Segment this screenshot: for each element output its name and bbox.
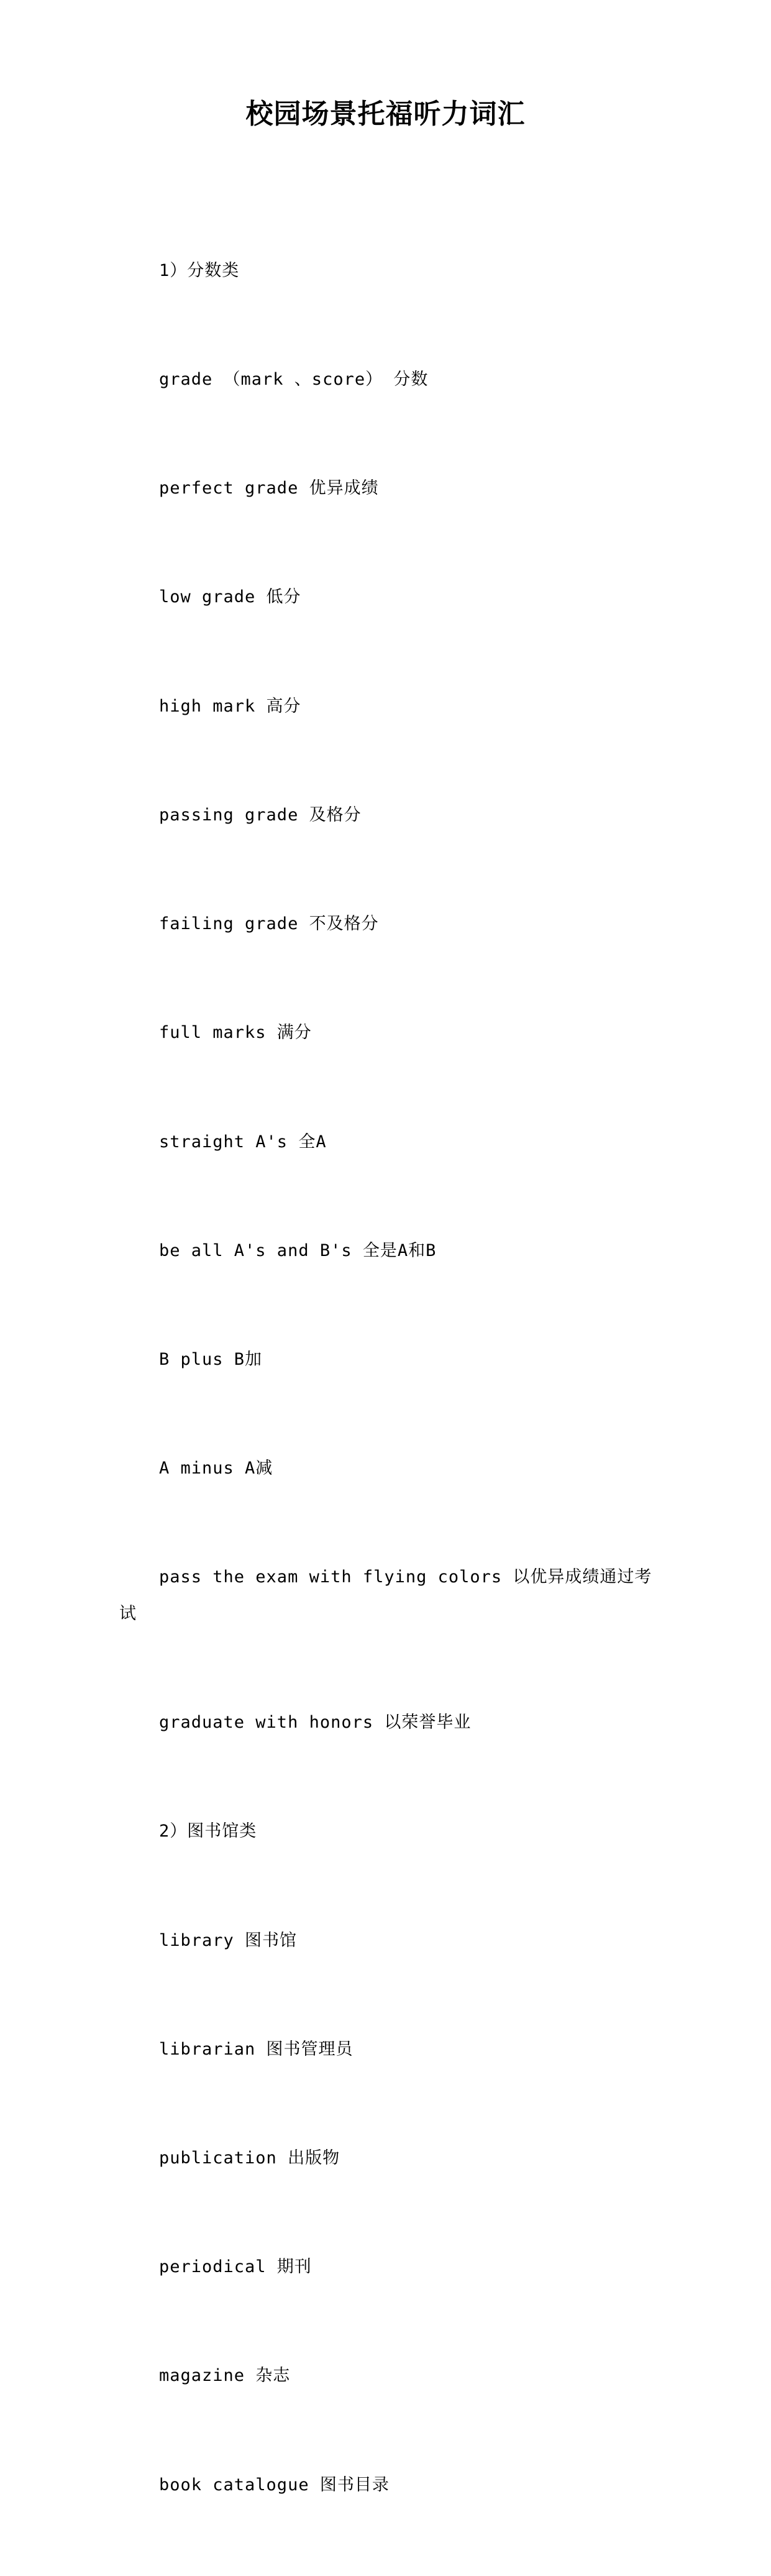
vocab-line: be all A's and B's 全是A和B	[159, 1240, 437, 1260]
vocab-line: failing grade 不及格分	[159, 914, 379, 934]
vocab-line: high mark 高分	[159, 696, 301, 716]
vocab-line: passing grade 及格分	[159, 805, 362, 825]
section-heading-library: 2）图书馆类	[159, 1822, 257, 1841]
vocab-line: magazine 杂志	[159, 2366, 291, 2386]
vocab-line: low grade 低分	[159, 587, 301, 607]
document-body	[119, 180, 660, 2576]
vocab-line: pass the exam with flying colors 以优异成绩通过考试	[119, 1567, 652, 1623]
vocab-line: B plus B加	[159, 1350, 263, 1369]
vocab-line: graduate with honors 以荣誉毕业	[159, 1713, 472, 1733]
vocab-line: grade （mark 、score） 分数	[159, 370, 429, 390]
vocab-line: librarian 图书管理员	[159, 2039, 354, 2059]
vocab-line: book catalogue 图书目录	[159, 2475, 390, 2495]
vocab-line: periodical 期刊	[159, 2257, 312, 2277]
vocab-line: full marks 满分	[159, 1023, 312, 1043]
section-heading-scores: 1）分数类	[159, 260, 240, 280]
vocab-line: publication 出版物	[159, 2148, 340, 2168]
vocab-line: library 图书馆	[159, 1930, 298, 1950]
vocab-line: straight A's 全A	[159, 1132, 327, 1152]
vocab-line: perfect grade 优异成绩	[159, 479, 379, 498]
vocab-line: A minus A减	[159, 1459, 273, 1478]
document-title: 校园场景托福听力词汇	[245, 98, 526, 130]
